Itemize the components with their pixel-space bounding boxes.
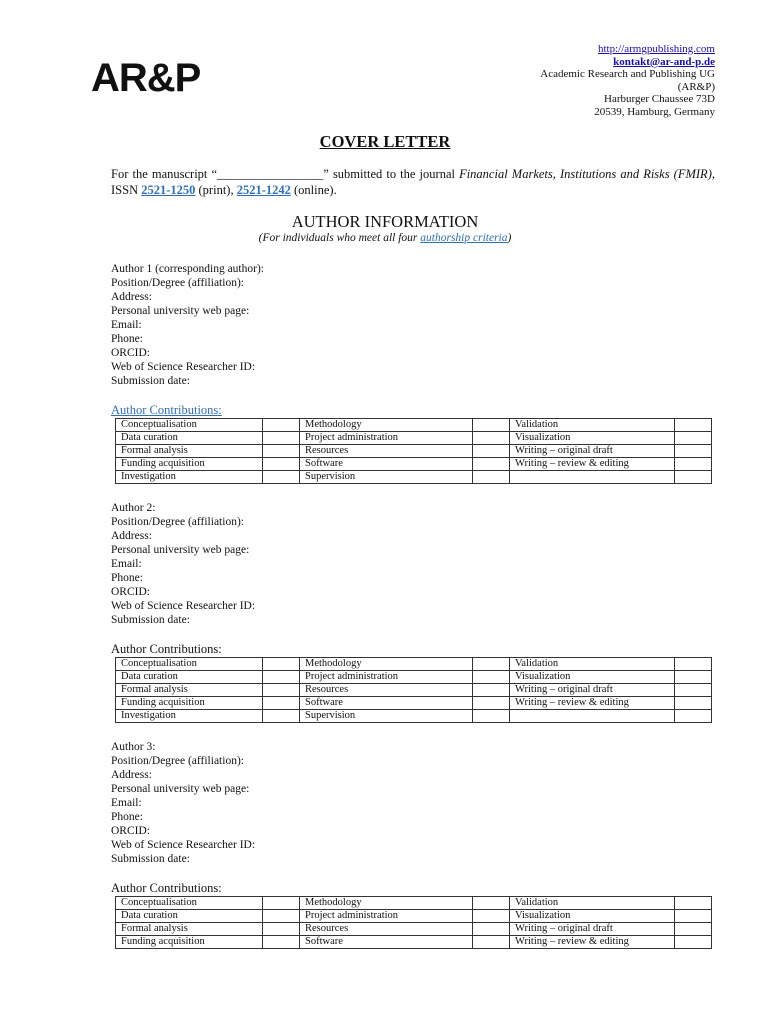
- contribution-label: Validation: [510, 897, 675, 910]
- contribution-label: Funding acquisition: [116, 458, 263, 471]
- contribution-label: Visualization: [510, 671, 675, 684]
- author-field: ORCID:: [111, 347, 150, 359]
- author-field: Address:: [111, 530, 152, 542]
- contribution-checkbox[interactable]: [473, 697, 510, 710]
- author-field: Submission date:: [111, 614, 190, 626]
- contribution-label: Data curation: [116, 671, 263, 684]
- authorship-criteria-link[interactable]: authorship criteria: [420, 232, 508, 244]
- contribution-label: Formal analysis: [116, 923, 263, 936]
- contribution-label: Methodology: [300, 658, 473, 671]
- contribution-checkbox[interactable]: [473, 419, 510, 432]
- table-row: [116, 697, 712, 710]
- contribution-checkbox[interactable]: [473, 658, 510, 671]
- contribution-label: Conceptualisation: [116, 419, 263, 432]
- contribution-checkbox[interactable]: [263, 458, 300, 471]
- contribution-checkbox[interactable]: [675, 445, 712, 458]
- contribution-checkbox[interactable]: [675, 419, 712, 432]
- contribution-checkbox[interactable]: [675, 910, 712, 923]
- table-row: [116, 445, 712, 458]
- contribution-checkbox[interactable]: [263, 910, 300, 923]
- document-title: COVER LETTER: [319, 132, 451, 151]
- street: Harburger Chaussee 73D: [604, 93, 715, 106]
- intro-text: (print),: [195, 183, 237, 197]
- table-row: [116, 432, 712, 445]
- contribution-label: Funding acquisition: [116, 697, 263, 710]
- contribution-label: Supervision: [300, 471, 473, 484]
- author-field: Phone:: [111, 572, 143, 584]
- table-row: [116, 910, 712, 923]
- contribution-label: Data curation: [116, 910, 263, 923]
- contribution-checkbox[interactable]: [473, 710, 510, 723]
- author-1-block: [111, 262, 264, 388]
- author-3-block: [111, 740, 255, 866]
- table-row: [116, 684, 712, 697]
- contribution-label: Resources: [300, 445, 473, 458]
- contributions-table: [115, 896, 712, 949]
- contribution-checkbox[interactable]: [263, 923, 300, 936]
- contributions-heading: Author Contributions:: [111, 403, 222, 417]
- table-row: [116, 710, 712, 723]
- author-field: Personal university web page:: [111, 305, 250, 317]
- intro-paragraph: [111, 166, 715, 198]
- author-field: Submission date:: [111, 375, 190, 387]
- author-heading: Author 1 (corresponding author):: [111, 263, 264, 275]
- author-field: Web of Science Researcher ID:: [111, 600, 256, 612]
- author-field: Position/Degree (affiliation):: [111, 277, 244, 289]
- contribution-label: Supervision: [300, 710, 473, 723]
- contribution-label: Software: [300, 697, 473, 710]
- contribution-checkbox[interactable]: [263, 471, 300, 484]
- section-subtitle: [0, 232, 770, 244]
- contribution-label: Investigation: [116, 710, 263, 723]
- email-link[interactable]: kontakt@ar-and-p.de: [613, 55, 715, 68]
- author-field: Position/Degree (affiliation):: [111, 755, 244, 767]
- contributions-table: [115, 657, 712, 723]
- contribution-label: Software: [300, 458, 473, 471]
- contribution-checkbox[interactable]: [675, 471, 712, 484]
- author-heading: Author 2:: [111, 502, 156, 514]
- contribution-checkbox[interactable]: [263, 936, 300, 949]
- author-field: Email:: [111, 797, 142, 809]
- journal-name: Financial Markets, Institutions and Risks (FMIR): [459, 167, 712, 181]
- author-2-block: [111, 501, 255, 627]
- author-field: Address:: [111, 291, 152, 303]
- contribution-checkbox[interactable]: [263, 432, 300, 445]
- author-heading: Author 3:: [111, 741, 156, 753]
- website-link[interactable]: http://armgpublishing.com: [597, 43, 715, 55]
- contribution-checkbox[interactable]: [675, 658, 712, 671]
- contribution-label: Writing – review & editing: [510, 458, 675, 471]
- contribution-label: Methodology: [300, 897, 473, 910]
- contribution-label: Funding acquisition: [116, 936, 263, 949]
- contribution-label: Validation: [510, 658, 675, 671]
- contribution-checkbox[interactable]: [675, 671, 712, 684]
- contribution-label: Writing – review & editing: [510, 697, 675, 710]
- contribution-label: Conceptualisation: [116, 897, 263, 910]
- contribution-label: Writing – original draft: [510, 684, 675, 697]
- contribution-label: Investigation: [116, 471, 263, 484]
- contribution-label: [510, 471, 675, 484]
- subtitle-text: (For individuals who meet all four: [258, 232, 421, 244]
- contribution-label: [510, 710, 675, 723]
- contribution-checkbox[interactable]: [473, 671, 510, 684]
- author-field: ORCID:: [111, 586, 150, 598]
- author-field: Phone:: [111, 333, 143, 345]
- issn-print-link[interactable]: 2521-1250: [141, 183, 196, 197]
- contribution-label: Resources: [300, 684, 473, 697]
- author-field: Email:: [111, 558, 142, 570]
- contribution-checkbox[interactable]: [675, 697, 712, 710]
- contribution-checkbox[interactable]: [675, 710, 712, 723]
- contribution-label: Project administration: [300, 910, 473, 923]
- contribution-checkbox[interactable]: [675, 432, 712, 445]
- contribution-label: Validation: [510, 419, 675, 432]
- author-field: Personal university web page:: [111, 544, 250, 556]
- contributions-heading: Author Contributions:: [111, 881, 222, 895]
- author-field: Submission date:: [111, 853, 190, 865]
- publisher-name: Academic Research and Publishing UG: [540, 68, 715, 81]
- contribution-checkbox[interactable]: [263, 671, 300, 684]
- contribution-checkbox[interactable]: [473, 910, 510, 923]
- table-row: [116, 419, 712, 432]
- contribution-label: Visualization: [510, 910, 675, 923]
- contribution-checkbox[interactable]: [675, 684, 712, 697]
- intro-text: (online).: [290, 183, 337, 197]
- contribution-checkbox[interactable]: [263, 445, 300, 458]
- contribution-label: Writing – original draft: [510, 923, 675, 936]
- table-row: [116, 936, 712, 949]
- contribution-checkbox[interactable]: [473, 445, 510, 458]
- contribution-checkbox[interactable]: [263, 710, 300, 723]
- contribution-checkbox[interactable]: [263, 658, 300, 671]
- contribution-label: Visualization: [510, 432, 675, 445]
- contribution-label: Formal analysis: [116, 445, 263, 458]
- contributions-heading: Author Contributions:: [111, 642, 222, 656]
- table-row: [116, 458, 712, 471]
- contribution-checkbox[interactable]: [263, 697, 300, 710]
- contribution-checkbox[interactable]: [473, 684, 510, 697]
- subtitle-text: ): [507, 232, 512, 244]
- contribution-checkbox[interactable]: [675, 936, 712, 949]
- contributions-table: [115, 418, 712, 484]
- contribution-label: Project administration: [300, 432, 473, 445]
- publisher-address: [540, 43, 715, 119]
- contribution-checkbox[interactable]: [473, 897, 510, 910]
- author-field: Web of Science Researcher ID:: [111, 361, 256, 373]
- contribution-label: Resources: [300, 923, 473, 936]
- contribution-checkbox[interactable]: [675, 897, 712, 910]
- contribution-checkbox[interactable]: [473, 432, 510, 445]
- intro-text: For the manuscript “_________________” submitted to the journal: [111, 167, 460, 181]
- table-row: [116, 923, 712, 936]
- author-field: Position/Degree (affiliation):: [111, 516, 244, 528]
- contribution-checkbox[interactable]: [675, 923, 712, 936]
- contribution-label: Software: [300, 936, 473, 949]
- contribution-label: Conceptualisation: [116, 658, 263, 671]
- contribution-label: Writing – original draft: [510, 445, 675, 458]
- contribution-label: Methodology: [300, 419, 473, 432]
- table-row: [116, 671, 712, 684]
- author-field: Web of Science Researcher ID:: [111, 839, 256, 851]
- contribution-checkbox[interactable]: [675, 458, 712, 471]
- table-row: [116, 658, 712, 671]
- logo: AR&P: [91, 56, 201, 100]
- contribution-checkbox[interactable]: [473, 471, 510, 484]
- contribution-checkbox[interactable]: [473, 936, 510, 949]
- table-row: [116, 471, 712, 484]
- contribution-label: Project administration: [300, 671, 473, 684]
- intro-text: , ISSN: [111, 167, 715, 197]
- author-field: Personal university web page:: [111, 783, 250, 795]
- contribution-checkbox[interactable]: [263, 684, 300, 697]
- city: 20539, Hamburg, Germany: [594, 105, 715, 118]
- contribution-checkbox[interactable]: [263, 419, 300, 432]
- issn-online-link[interactable]: 2521-1242: [236, 183, 291, 197]
- author-field: ORCID:: [111, 825, 150, 837]
- publisher-short: (AR&P): [677, 80, 715, 93]
- contribution-checkbox[interactable]: [473, 458, 510, 471]
- section-title: AUTHOR INFORMATION: [291, 212, 479, 231]
- contribution-label: Formal analysis: [116, 684, 263, 697]
- author-field: Email:: [111, 319, 142, 331]
- contribution-checkbox[interactable]: [263, 897, 300, 910]
- author-field: Address:: [111, 769, 152, 781]
- table-row: [116, 897, 712, 910]
- author-field: Phone:: [111, 811, 143, 823]
- contribution-label: Data curation: [116, 432, 263, 445]
- contribution-checkbox[interactable]: [473, 923, 510, 936]
- contribution-label: Writing – review & editing: [510, 936, 675, 949]
